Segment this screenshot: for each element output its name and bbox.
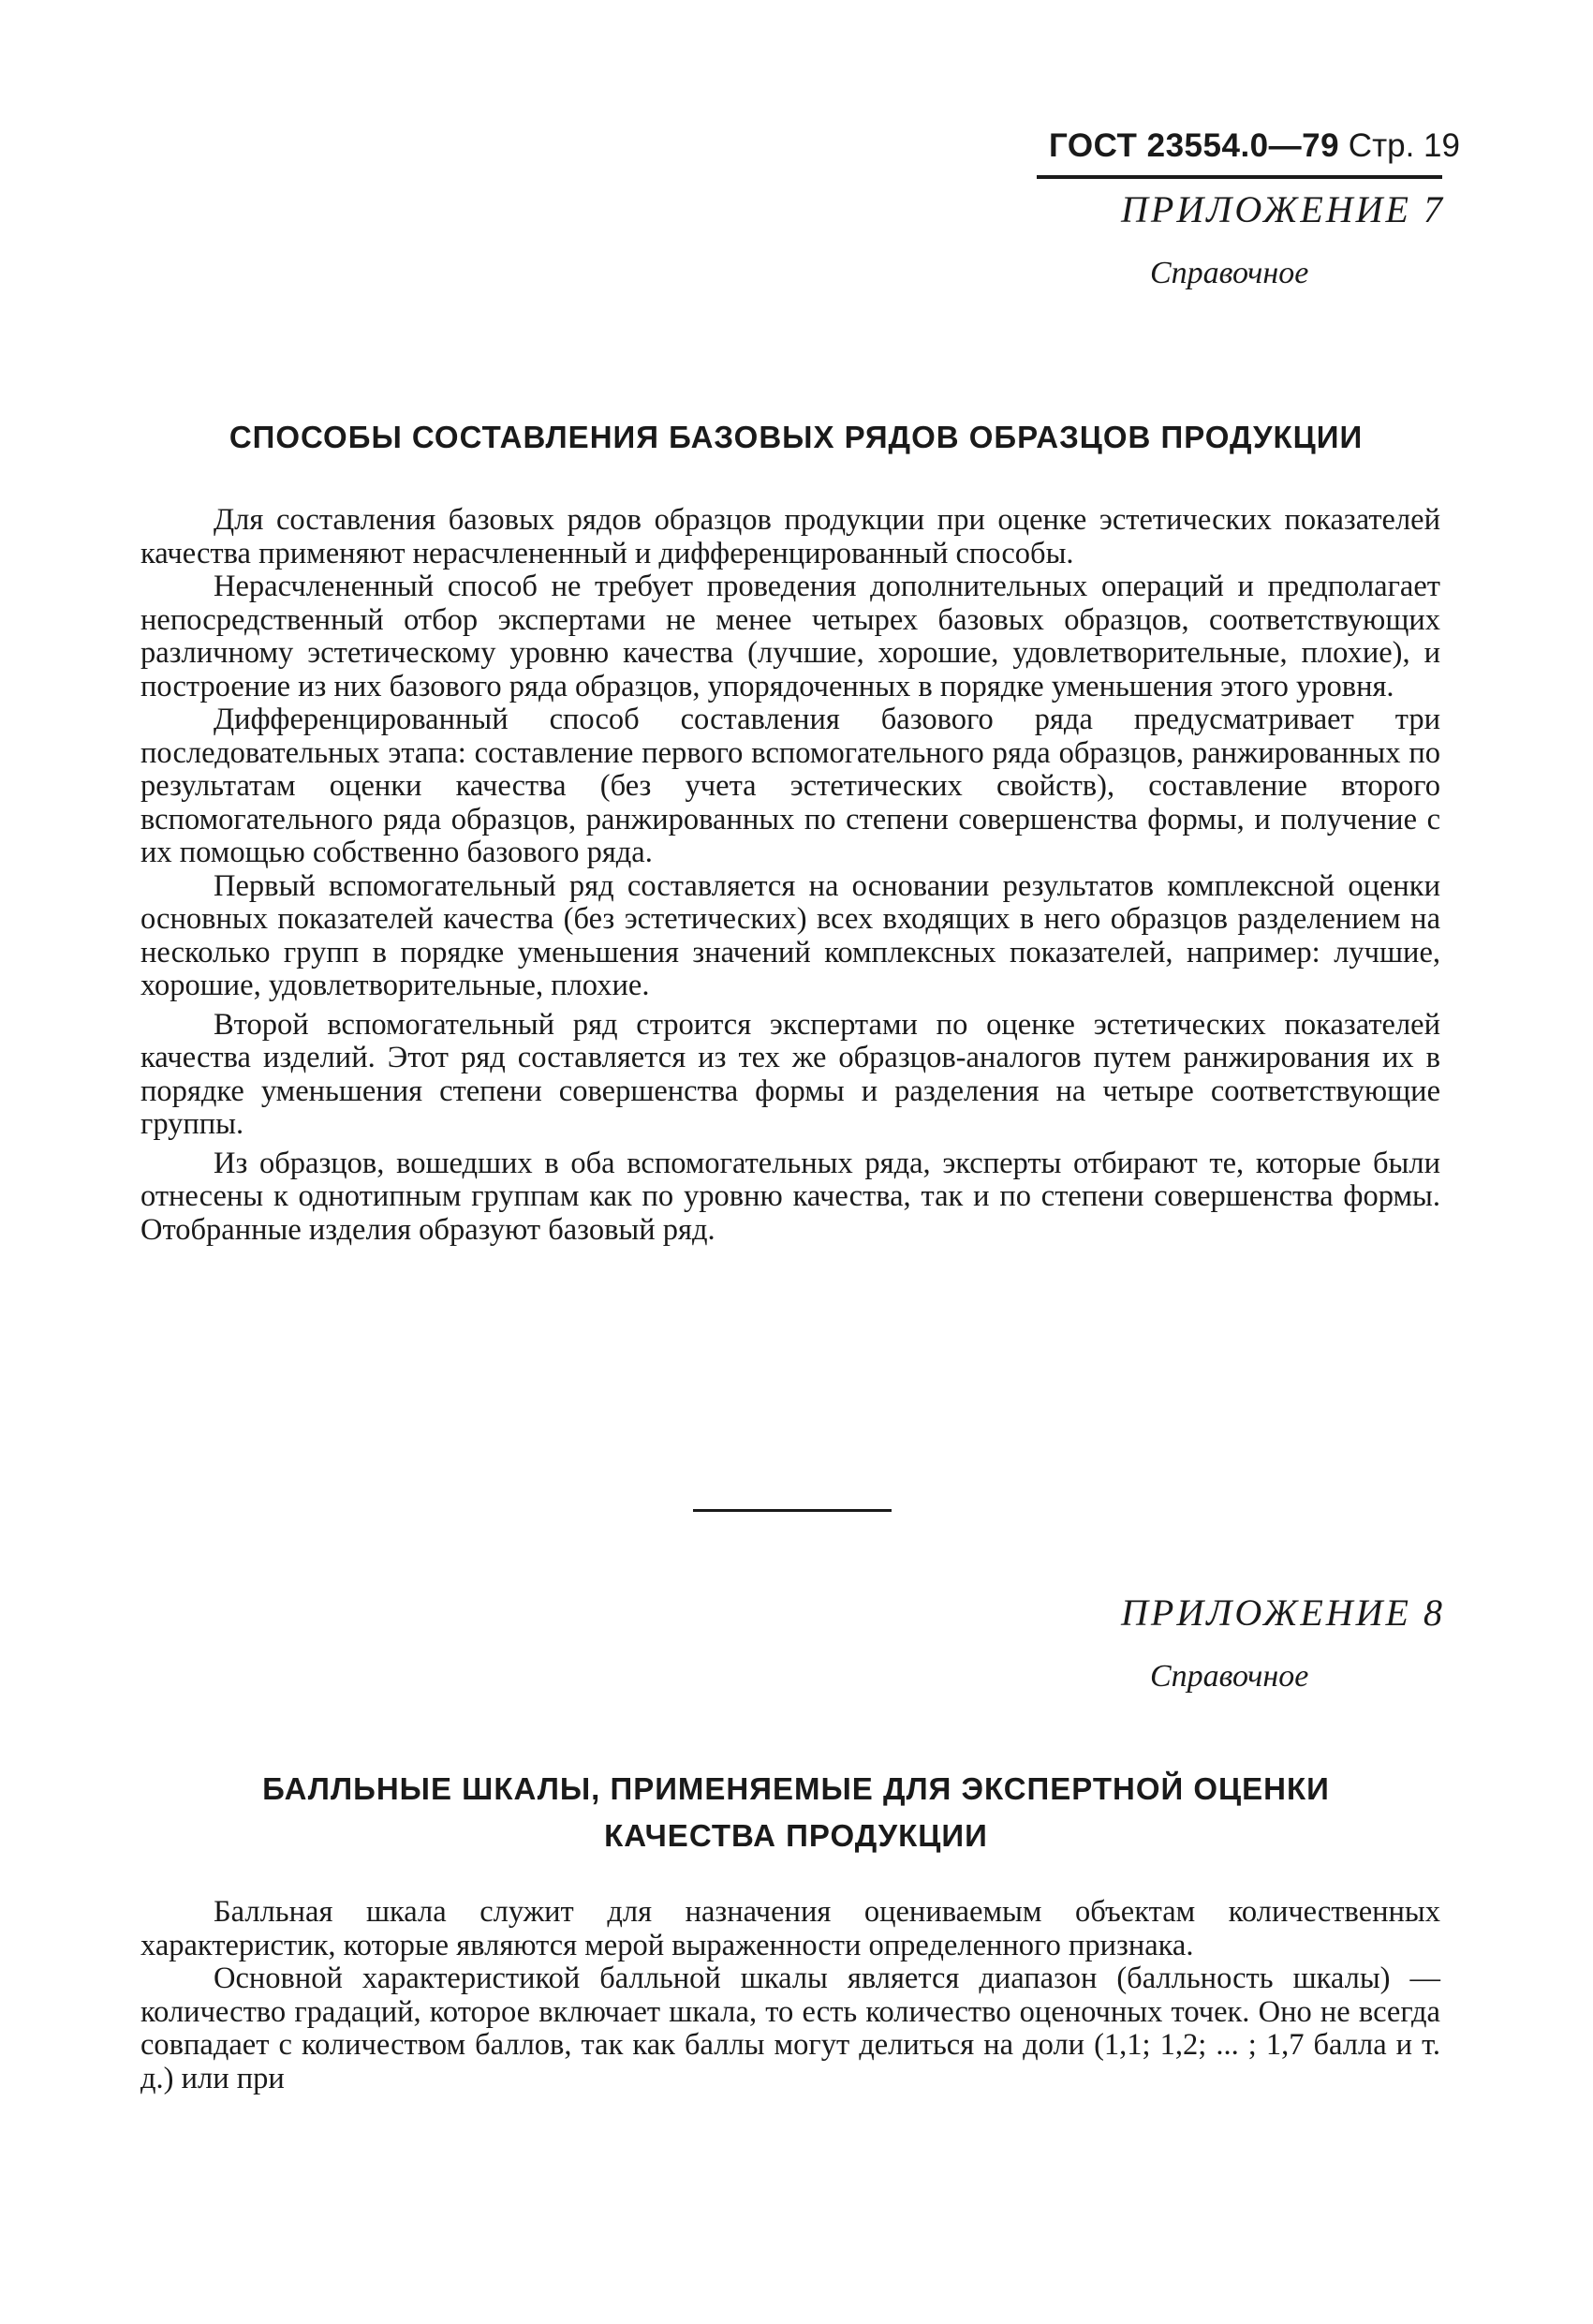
page-number: Стр. 19: [1348, 127, 1460, 164]
appendix-8-title: ПРИЛОЖЕНИЕ 8: [1121, 1591, 1445, 1634]
paragraph: Дифференцированный способ составления базового ряда предусматривает три последовательных этапа: составление первого вспомогательного ряда образцов, ранжированных по результатам оценки качества (без учета эстетических свойств), составление второго вспомогательного ряда образцов, ранжированных по степени совершенства формы, и получение с их помощью собственно базового ряда.: [140, 703, 1440, 869]
running-header: [1049, 126, 1460, 167]
paragraph: Балльная шкала служит для назначения оцениваемым объектам количественных характеристик, которые являются мерой выраженности определенного признака.: [140, 1895, 1440, 1962]
appendix-7-title: ПРИЛОЖЕНИЕ 7: [1121, 188, 1445, 230]
section-8-heading: [140, 1766, 1452, 1859]
appendix-8-label: [1030, 1591, 1445, 1695]
appendix-7-subtitle: Справочное: [1150, 256, 1309, 290]
section-8-heading-line-1: БАЛЛЬНЫЕ ШКАЛЫ, ПРИМЕНЯЕМЫЕ ДЛЯ ЭКСПЕРТНОЙ ОЦЕНКИ: [262, 1771, 1330, 1806]
section-8-body: [140, 1896, 1440, 2095]
paragraph: Из образцов, вошедших в оба вспомогательных ряда, эксперты отбирают те, которые были отнесены к однотипным группам как по уровню качества, так и по степени совершенства формы. Отобранные изделия образуют базовый ряд.: [140, 1146, 1440, 1247]
section-divider: [693, 1509, 892, 1512]
section-7-body: [140, 504, 1440, 1247]
appendix-7-label: [1030, 187, 1445, 292]
paragraph: Нерасчлененный способ не требует проведения дополнительных операций и предполагает непосредственный отбор экспертами не менее четырех базовых образцов, соответствующих различному эстетическому уровню качества (лучшие, хорошие, удовлетворительные, плохие), и построение из них базового ряда образцов, упорядоченных в порядке уменьшения этого уровня.: [140, 570, 1440, 703]
header-rule: [1037, 175, 1442, 179]
paragraph: Основной характеристикой балльной шкалы является диапазон (балльность шкалы) — количество градаций, которое включает шкала, то есть количество оценочных точек. Оно не всегда совпадает с количеством баллов, так как баллы могут делиться на доли (1,1; 1,2; ... ; 1,7 балла и т. д.) или при: [140, 1961, 1440, 2095]
appendix-8-subtitle: Справочное: [1150, 1659, 1309, 1694]
paragraph: Второй вспомогательный ряд строится экспертами по оценке эстетических показателей качества изделий. Этот ряд составляется из тех же образцов-аналогов путем ранжирования их в порядке уменьшения степени совершенства формы и разделения на четыре соответствующие группы.: [140, 1007, 1440, 1141]
section-8-heading-line-2: КАЧЕСТВА ПРОДУКЦИИ: [604, 1818, 988, 1853]
standard-number: ГОСТ 23554.0—79: [1049, 127, 1340, 164]
section-7-heading: СПОСОБЫ СОСТАВЛЕНИЯ БАЗОВЫХ РЯДОВ ОБРАЗЦОВ ПРОДУКЦИИ: [229, 420, 1364, 454]
paragraph: Первый вспомогательный ряд составляется на основании результатов комплексной оценки основных показателей качества (без эстетических) всех входящих в него образцов разделением на несколько групп в порядке уменьшения значений комплексных показателей, например: лучшие, хорошие, удовлетворительные, плохие.: [140, 868, 1440, 1002]
paragraph: Для составления базовых рядов образцов продукции при оценке эстетических показателей качества применяют нерасчлененный и дифференцированный способы.: [140, 503, 1440, 570]
